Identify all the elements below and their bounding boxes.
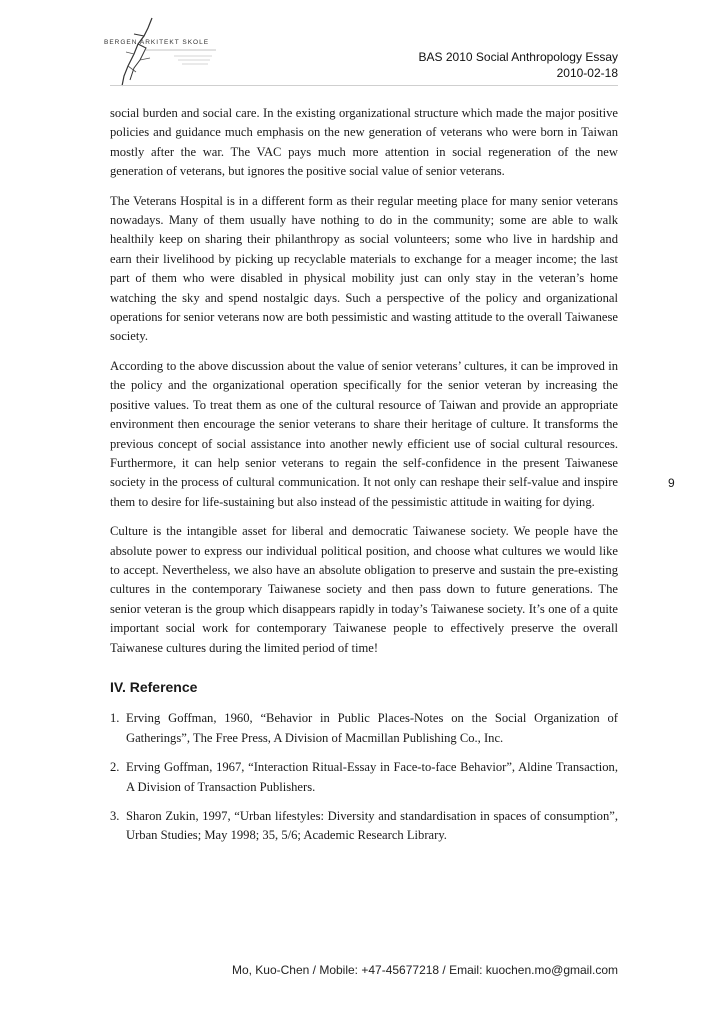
header-date: 2010-02-18: [556, 66, 618, 80]
reference-text: Erving Goffman, 1967, “Interaction Ritual-Essay in Face-to-face Behavior”, Aldine Transaction, A Division of Transaction Publishers.: [126, 760, 618, 794]
footer-contact: Mo, Kuo-Chen / Mobile: +47-45677218 / Email: kuochen.mo@gmail.com: [231, 963, 618, 977]
header-divider: [110, 85, 618, 86]
reference-item: [110, 807, 618, 846]
reference-text: Sharon Zukin, 1997, “Urban lifestyles: Diversity and standardisation in spaces of consumption”, Urban Studies; May 1998; 35, 5/6; Academic Research Library.: [126, 809, 618, 843]
reference-number: 3.: [110, 809, 120, 823]
paragraph-2: The Veterans Hospital is in a different form as their regular meeting place for many senior veterans nowadays. Many of them usually have nothing to do in the community; some are able to walk healthily keep on sharing their philanthropy as social volunteers; some who live in hardship and earn their livelihood by picking up recyclable materials to exchange for a meager income; the last part of them who were disabled in physical mobility just can only stay in the veteran’s home watching the sky and spend nostalgic days. Such a perspective of the policy and organizational operations for senior veterans now are both pessimistic and wasting attitude to the overall Taiwanese society.: [110, 193, 618, 344]
reference-number: 1.: [110, 711, 120, 726]
header-title: BAS 2010 Social Anthropology Essay: [418, 50, 618, 64]
paragraph-4: Culture is the intangible asset for liberal and democratic Taiwanese society. We people have the absolute power to express our individual political position, and choose what cultures we would like to accept. Nevertheless, we also have an absolute obligation to preserve and sustain the pre-existing cultures in the contemporary Taiwanese society and then pass down to future generations. The senior veteran is the group which disappears rapidly in today’s Taiwanese society. It’s one of a quite important social work for contemporary Taiwanese people to effectively preserve the overall Taiwanese cultures during the limited period of time!: [110, 524, 618, 655]
reference-item: [110, 758, 618, 797]
paragraph-1: social burden and social care. In the existing organizational structure which made the major positive policies and guidance much emphasis on the new generation of veterans who were born in Taiwan mostly after the war. The VAC pays much more attention in social regeneration of the new generation of veterans, but ignores the positive social value of senior veterans.: [110, 106, 618, 179]
svg-text:BERGEN ARKITEKT SKOLE: BERGEN ARKITEKT SKOLE: [104, 39, 210, 46]
school-logo-icon: [104, 14, 224, 92]
reference-item: [110, 709, 618, 748]
reference-text: Erving Goffman, 1960, “Behavior in Public Places-Notes on the Social Organization of Gatherings”, The Free Press, A Division of Macmillan Publishing Co., Inc.: [126, 711, 618, 745]
section-heading-reference: IV. Reference: [110, 678, 198, 695]
school-logo: [104, 14, 224, 92]
reference-number: 2.: [110, 760, 120, 775]
paragraph-3: According to the above discussion about the value of senior veterans’ cultures, it can be improved in the policy and the organizational operation specifically for the senior veteran by increasing the positive values. To treat them as one of the cultural resource of Taiwan and provide an appropriate environment then encourage the senior veterans to share their heritage of culture. It transforms the previous concept of social assistance into another newly efficient use of social cultural resources. Furthermore, it can help senior veterans to regain the self-confidence in the present Taiwanese society in the process of cultural communication. It not only can reshape their self-value and inspire them to desire for life-sustaining but also instead of the pessimistic attitude in waiting for dying.: [110, 358, 618, 509]
page-number: 9: [668, 476, 675, 490]
essay-body: [110, 104, 618, 856]
